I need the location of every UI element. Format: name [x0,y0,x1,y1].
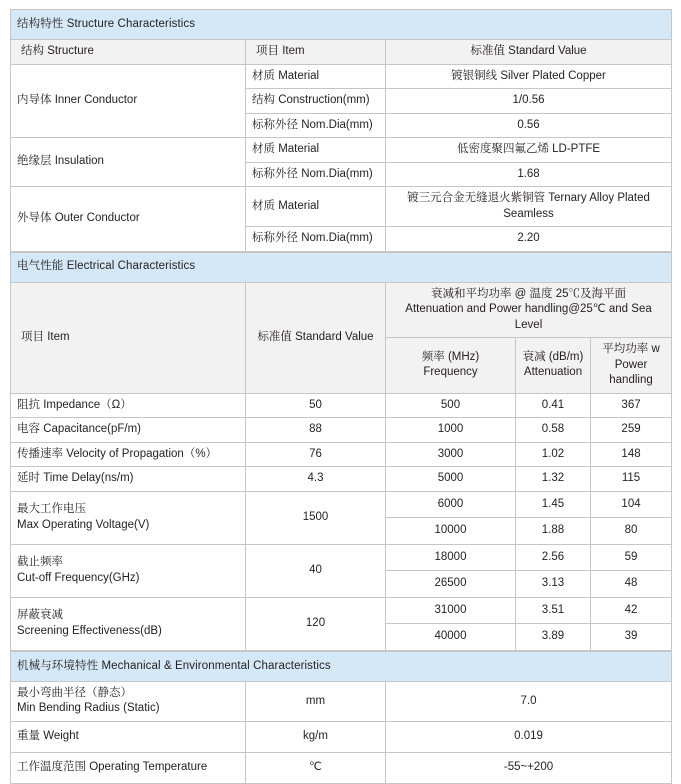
column-header-item: 项目 Item [246,40,386,65]
table-row [11,597,672,624]
attenuation-value: 2.56 [516,544,591,571]
column-header-standard-value: 标准值 Standard Value [386,40,672,65]
item-label: 材质 Material [246,64,386,89]
frequency-label-en: Frequency [423,366,478,379]
frequency-value: 1000 [386,418,516,443]
label-cn: 最小弯曲半径（静态） [17,686,132,699]
group-label-insulation: 绝缘层 Insulation [11,138,246,187]
label-cn: 截止频率 [17,556,63,569]
label-en: Screening Effectiveness(dB) [17,624,162,637]
power-handling-value: 148 [591,442,672,467]
attenuation-label-cn: 衰减 (dB/m) [522,350,584,363]
table-row [11,138,672,163]
attenuation-group-label-cn: 衰减和平均功率 @ 温度 25℃及海平面 [430,287,627,300]
label-cn: 最大工作电压 [17,503,86,516]
group-label-inner-conductor: 内导体 Inner Conductor [11,64,246,138]
attenuation-value: 3.51 [516,597,591,624]
power-handling-value: 367 [591,393,672,418]
electrical-item-value: 120 [246,597,386,650]
mechanical-item-unit: kg/m [246,721,386,752]
item-label: 标称外径 Nom.Dia(mm) [246,227,386,252]
section-banner-electrical: 电气性能 Electrical Characteristics [11,252,672,282]
item-value: 镀三元合金无缝退火紫铜管 Ternary Alloy Plated Seamless [386,187,672,227]
column-header-attenuation-group [386,282,672,338]
table-row [11,544,672,571]
frequency-value: 31000 [386,597,516,624]
electrical-item-value: 88 [246,418,386,443]
attenuation-value: 1.45 [516,491,591,518]
electrical-item-value: 4.3 [246,467,386,492]
power-handling-value: 104 [591,491,672,518]
frequency-label-cn: 频率 (MHz) [421,350,480,363]
frequency-value: 18000 [386,544,516,571]
power-handling-value: 48 [591,571,672,598]
electrical-item-label: 传播速率 Velocity of Propagation（%） [11,442,246,467]
item-value: 2.20 [386,227,672,252]
attenuation-value: 1.02 [516,442,591,467]
item-label: 材质 Material [246,138,386,163]
attenuation-label-en: Attenuation [523,366,583,379]
frequency-value: 500 [386,393,516,418]
power-handling-value: 259 [591,418,672,443]
mechanical-item-label-min-bending-radius [11,681,246,721]
attenuation-value: 0.58 [516,418,591,443]
label-cn: 屏蔽衰减 [17,609,63,622]
mechanical-item-label-operating-temperature: 工作温度范围 Operating Temperature [11,752,246,783]
column-header-power-handling [591,338,672,394]
electrical-item-value: 50 [246,393,386,418]
power-handling-value: 42 [591,597,672,624]
frequency-value: 5000 [386,467,516,492]
column-header-structure: 结构 Structure [11,40,246,65]
table-row [11,442,672,467]
section-banner-row [11,651,672,681]
frequency-value: 6000 [386,491,516,518]
table-row [11,752,672,783]
column-header-row [11,282,672,338]
electrical-item-label: 延时 Time Delay(ns/m) [11,467,246,492]
mechanical-item-value: 0.019 [386,721,672,752]
table-row [11,491,672,518]
section-banner-row [11,252,672,282]
table-row [11,681,672,721]
table-row [11,467,672,492]
attenuation-value: 0.41 [516,393,591,418]
frequency-value: 10000 [386,518,516,545]
attenuation-value: 1.32 [516,467,591,492]
power-handling-value: 59 [591,544,672,571]
mechanical-item-unit: mm [246,681,386,721]
attenuation-group-label-en: Attenuation and Power handling@25℃ and Sea Level [405,303,652,331]
structure-characteristics-table [10,9,672,252]
electrical-characteristics-table [10,252,672,651]
section-banner-mechanical: 机械与环境特性 Mechanical & Environmental Characteristics [11,651,672,681]
column-header-attenuation [516,338,591,394]
column-header-row [11,40,672,65]
mechanical-item-value: -55~+200 [386,752,672,783]
electrical-item-value: 40 [246,544,386,597]
frequency-value: 3000 [386,442,516,467]
electrical-item-label-cutoff-frequency [11,544,246,597]
item-value: 低密度聚四氟乙烯 LD-PTFE [386,138,672,163]
power-handling-value: 39 [591,624,672,651]
electrical-item-label: 电容 Capacitance(pF/m) [11,418,246,443]
label-en: Min Bending Radius (Static) [17,702,160,715]
power-label-en-2: handling [609,374,653,387]
power-handling-value: 115 [591,467,672,492]
mechanical-item-unit: ℃ [246,752,386,783]
item-label: 结构 Construction(mm) [246,89,386,114]
attenuation-value: 1.88 [516,518,591,545]
power-label-en-1: Power [614,358,648,371]
electrical-item-value: 76 [246,442,386,467]
item-value: 1.68 [386,162,672,187]
electrical-item-label: 阻抗 Impedance（Ω） [11,393,246,418]
column-header-frequency [386,338,516,394]
item-label: 材质 Material [246,187,386,227]
power-handling-value: 80 [591,518,672,545]
item-label: 标称外径 Nom.Dia(mm) [246,113,386,138]
item-label: 标称外径 Nom.Dia(mm) [246,162,386,187]
item-value: 镀银铜线 Silver Plated Copper [386,64,672,89]
label-en: Max Operating Voltage(V) [17,518,150,531]
table-row [11,393,672,418]
table-row [11,418,672,443]
item-value: 0.56 [386,113,672,138]
attenuation-value: 3.89 [516,624,591,651]
group-label-outer-conductor: 外导体 Outer Conductor [11,187,246,252]
table-row [11,64,672,89]
electrical-item-label-max-voltage [11,491,246,544]
label-en: Cut-off Frequency(GHz) [17,571,140,584]
table-row [11,721,672,752]
column-header-standard-value: 标准值 Standard Value [246,282,386,393]
electrical-item-label-screening-effectiveness [11,597,246,650]
section-banner-row [11,10,672,40]
table-row [11,187,672,227]
frequency-value: 26500 [386,571,516,598]
mechanical-environmental-table [10,651,672,784]
frequency-value: 40000 [386,624,516,651]
attenuation-value: 3.13 [516,571,591,598]
mechanical-item-value: 7.0 [386,681,672,721]
item-value: 1/0.56 [386,89,672,114]
column-header-item: 项目 Item [11,282,246,393]
power-label-cn: 平均功率 w [602,343,660,356]
mechanical-item-label-weight: 重量 Weight [11,721,246,752]
section-banner-structure: 结构特性 Structure Characteristics [11,10,672,40]
electrical-item-value: 1500 [246,491,386,544]
